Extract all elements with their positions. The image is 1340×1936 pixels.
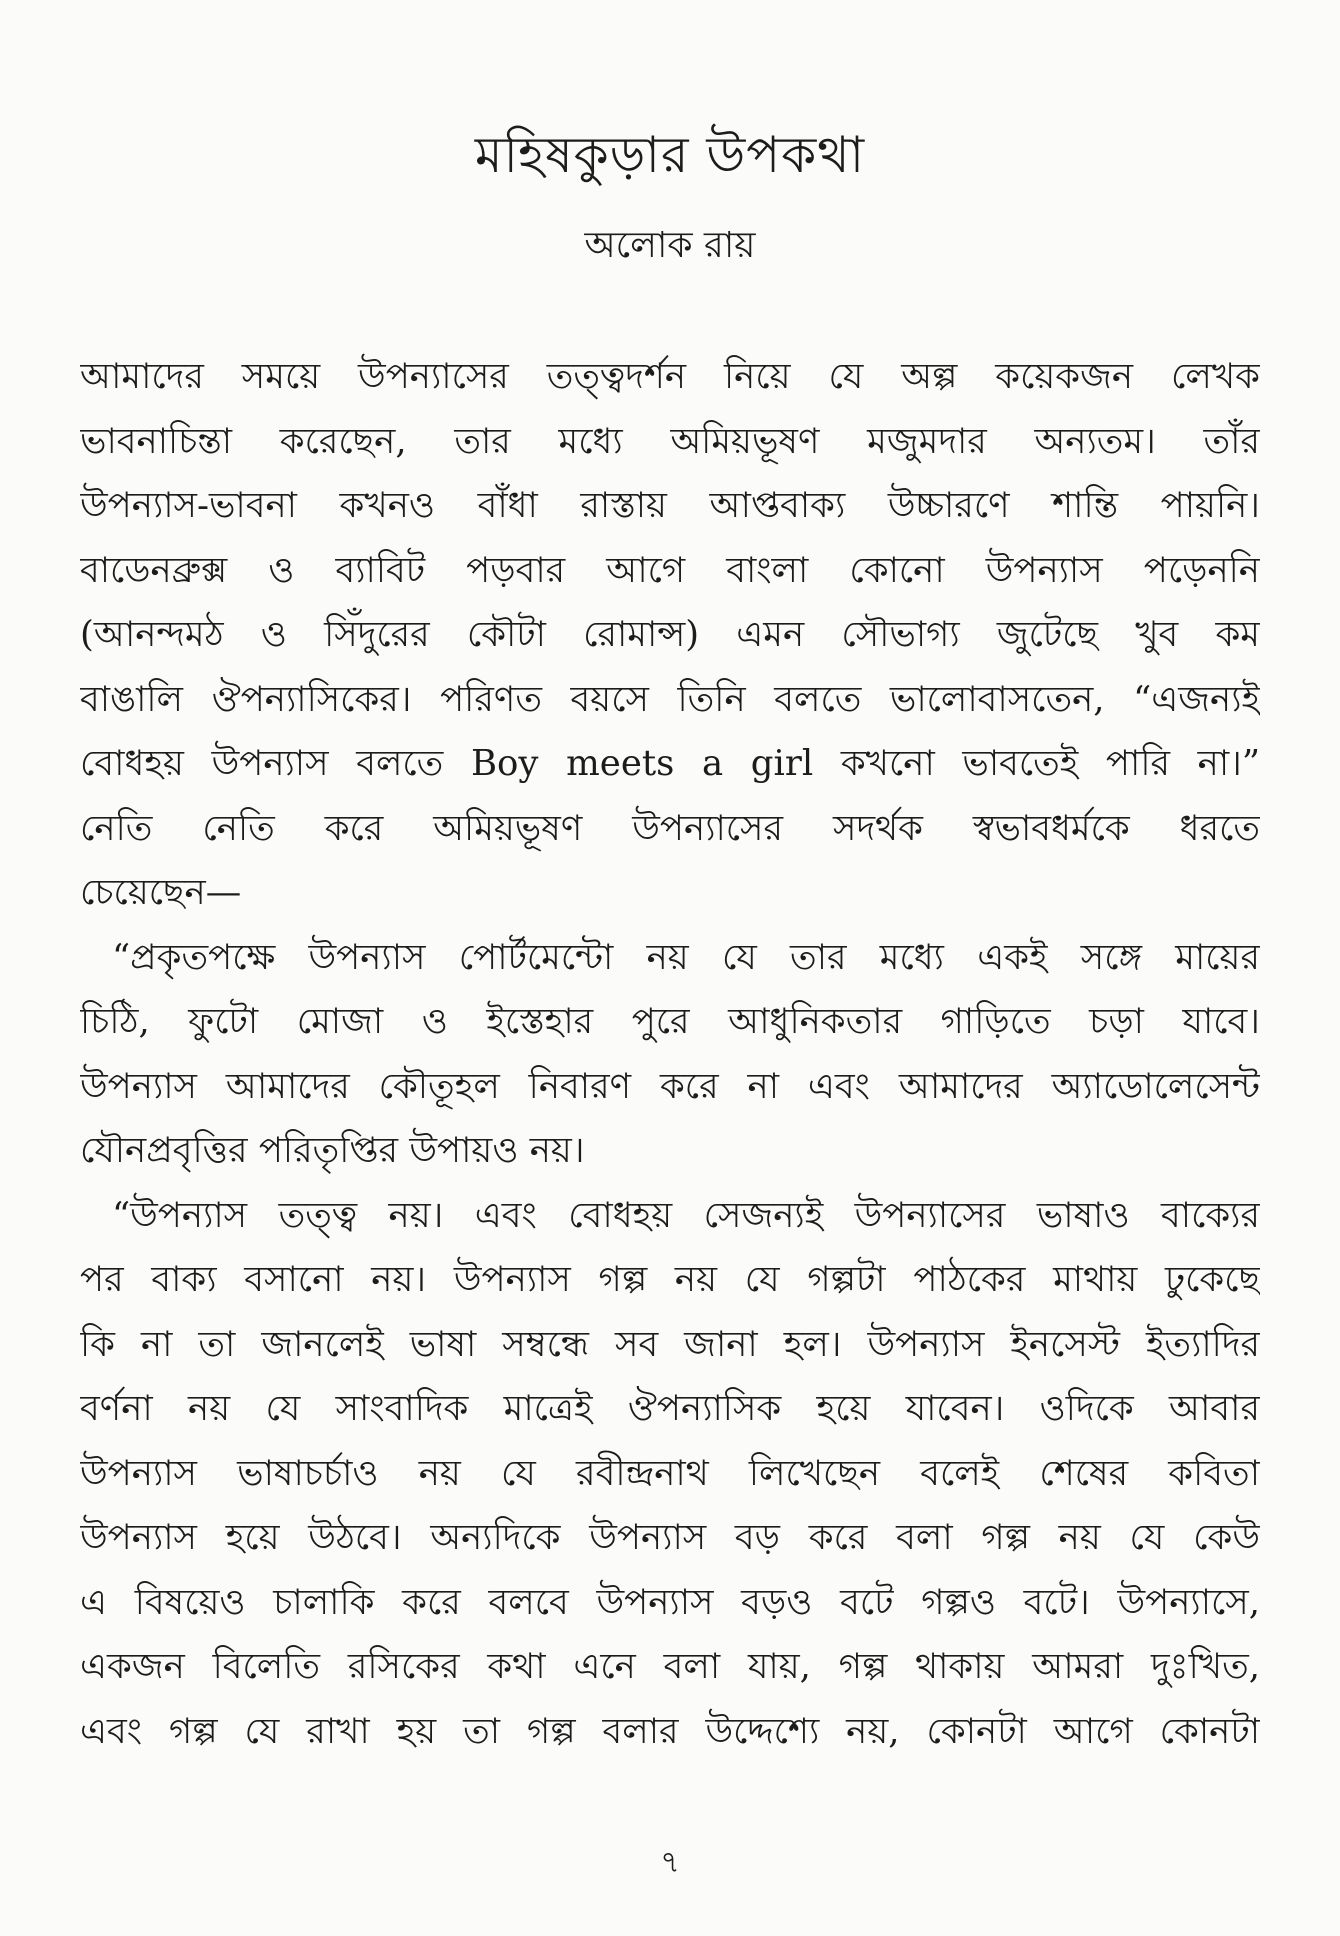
text-line: উপন্যাস হয়ে উঠবে। অন্যদিকে উপন্যাস বড় করে বলা গল্প নয় যে কেউ	[80, 1517, 1260, 1558]
text-line: বাডেনব্রুক্স ও ব্যাবিট পড়বার আগে বাংলা কোনো উপন্যাস পড়েননি	[80, 549, 1260, 591]
text-line: চেয়েছেন—	[80, 872, 242, 913]
text-line: উপন্যাস ভাষাচর্চাও নয় যে রবীন্দ্রনাথ লিখেছেন বলেই শেষের কবিতা	[80, 1452, 1260, 1494]
text-line: এ বিষয়েও চালাকি করে বলবে উপন্যাস বড়ও বটে গল্পও বটে। উপন্যাসে,	[80, 1581, 1260, 1623]
text-line: বাঙালি ঔপন্যাসিকের। পরিণত বয়সে তিনি বলতে ভালোবাসতেন, “এজন্যই	[80, 678, 1260, 720]
text-line: উপন্যাস-ভাবনা কখনও বাঁধা রাস্তায় আপ্তবাক্য উচ্চারণে শান্তি পায়নি।	[80, 485, 1260, 526]
author-name: অলোক রায়	[584, 225, 756, 266]
text-line: আমাদের সময়ে উপন্যাসের তত্ত্বদর্শন নিয়ে যে অল্প কয়েকজন লেখক	[80, 356, 1260, 397]
text-line: চিঠি, ফুটো মোজা ও ইস্তেহার পুরে আধুনিকতার গাড়িতে চড়া যাবে।	[80, 1001, 1260, 1042]
text-line: বোধহয় উপন্যাস বলতে Boy meets a girl কখনো ভাবতেই পারি না।”	[80, 743, 1260, 784]
text-line: “উপন্যাস তত্ত্ব নয়। এবং বোধহয় সেজন্যই উপন্যাসের ভাষাও বাক্যের	[112, 1194, 1260, 1236]
text-line: বর্ণনা নয় যে সাংবাদিক মাত্রেই ঔপন্যাসিক হয়ে যাবেন। ওদিকে আবার	[80, 1388, 1260, 1429]
page-number: ৭	[660, 1845, 680, 1880]
text-line: কি না তা জানলেই ভাষা সম্বন্ধে সব জানা হল। উপন্যাস ইনসেস্ট ইত্যাদির	[80, 1323, 1260, 1365]
body-text	[80, 345, 1260, 1764]
text-line: (আনন্দমঠ ও সিঁদুরের কৌটা রোমান্স) এমন সৌভাগ্য জুটেছে খুব কম	[80, 614, 1260, 655]
chapter-title: মহিষকুড়ার উপকথা	[474, 126, 866, 184]
text-line: ভাবনাচিন্তা করেছেন, তার মধ্যে অমিয়ভূষণ মজুমদার অন্যতম। তাঁর	[80, 420, 1260, 462]
text-line: পর বাক্য বসানো নয়। উপন্যাস গল্প নয় যে গল্পটা পাঠকের মাথায় ঢুকেছে	[80, 1259, 1260, 1300]
text-line: “প্রকৃতপক্ষে উপন্যাস পোর্টমেন্টো নয় যে তার মধ্যে একই সঙ্গে মায়ের	[112, 936, 1260, 978]
text-line: একজন বিলেতি রসিকের কথা এনে বলা যায়, গল্প থাকায় আমরা দুঃখিত,	[80, 1646, 1260, 1687]
text-line: যৌনপ্রবৃত্তির পরিতৃপ্তির উপায়ও নয়।	[80, 1130, 585, 1171]
text-line: উপন্যাস আমাদের কৌতূহল নিবারণ করে না এবং আমাদের অ্যাডোলেসেন্ট	[80, 1065, 1260, 1107]
text-line: এবং গল্প যে রাখা হয় তা গল্প বলার উদ্দেশ্যে নয়, কোনটা আগে কোনটা	[80, 1710, 1260, 1752]
text-line: নেতি নেতি করে অমিয়ভূষণ উপন্যাসের সদর্থক স্বভাবধর্মকে ধরতে	[80, 807, 1260, 849]
